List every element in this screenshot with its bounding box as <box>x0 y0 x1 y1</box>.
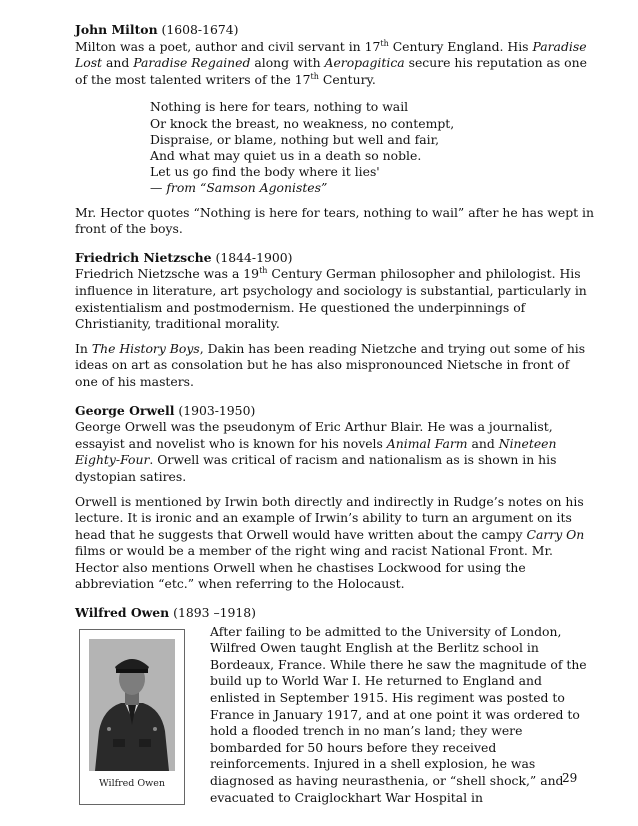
orwell-note <box>75 494 595 594</box>
nietzsche-section <box>75 250 595 391</box>
text-run: . Orwell was critical of racism and nationalism as is shown in his dystopian satires. <box>75 452 557 484</box>
text-run: Nineteen Eighty-Four <box>75 435 557 468</box>
nietzsche-note <box>75 341 595 391</box>
owen-portrait-image <box>89 639 175 771</box>
text-run: Paradise Lost <box>75 38 587 71</box>
text-run: Aeropagitica <box>324 55 405 71</box>
milton-dates: (1608-1674) <box>161 22 239 37</box>
text-run: along with <box>250 55 325 71</box>
nietzsche-heading <box>75 250 595 267</box>
poem-line: Dispraise, or blame, nothing but well and fair, <box>150 131 440 147</box>
orwell-heading <box>75 403 595 420</box>
text-run: and <box>467 435 499 451</box>
owen-bio: After failing to be admitted to the University of London, Wilfred Owen taught English at the Berlitz school in Bordeaux, France. While there he saw the magnitude of the build up to World War I. He returned to England and enlisted in September 1915. His regiment was posted to France in January 1917, and at one point it was ordered to hold a flooded trench in no man’s land; they were bombarded for 50 hours before they received reinforcements. Injured in a shell explosion, he was diagnosed as having neurasthenia, or “shell shock,” and evacuated to Craiglockhart War Hospital in <box>210 623 587 805</box>
page-number: 29 <box>562 771 578 785</box>
milton-poem <box>150 99 595 196</box>
orwell-name: George Orwell <box>75 402 175 418</box>
text-run: Friedrich Nietzsche was a 19 <box>75 266 260 282</box>
text-run: Paradise Regained <box>133 55 251 71</box>
owen-heading <box>75 605 595 622</box>
owen-section <box>75 605 595 824</box>
text-run: secure his reputation as one of the most talented writers of the 17 <box>75 55 587 87</box>
text-run: Century England. His <box>388 38 533 54</box>
milton-note: Mr. Hector quotes “Nothing is here for tears, nothing to wail” after he has wept in front of the boys. <box>75 204 595 237</box>
nietzsche-bio <box>75 266 595 332</box>
milton-heading <box>75 22 595 39</box>
milton-section <box>75 22 595 238</box>
soldier-portrait-icon <box>89 639 175 771</box>
owen-dates: (1893 –1918) <box>173 605 257 621</box>
orwell-bio <box>75 419 595 485</box>
text-run: Century German philosopher and philologist. His influence in literature, art psychology and sociology is substantial, particularly in existentialism and postmodernism. He questioned the underpinnings of Christianity, traditional morality. <box>75 266 587 332</box>
poem-line: Nothing is here for tears, nothing to wail <box>150 99 409 115</box>
text-run: , Dakin has been reading Nietzche and trying out some of his ideas on art as consolation but he has also mispronounced Nietsche in front of one of his masters. <box>75 340 586 389</box>
orwell-section <box>75 403 595 594</box>
text-run: Milton was a poet, author and civil servant in 17 <box>75 38 381 54</box>
text-run: th <box>259 266 268 276</box>
text-run: th <box>380 38 389 48</box>
nietzsche-name: Friedrich Nietzsche <box>75 249 212 265</box>
text-run: George Orwell was the pseudonym of Eric Arthur Blair. He was a journalist, essayist and novelist who is known for his novels <box>75 419 553 451</box>
owen-name: Wilfred Owen <box>75 605 170 621</box>
milton-name: John Milton <box>75 22 158 37</box>
text-run: and <box>102 55 134 71</box>
text-run: th <box>310 71 319 81</box>
text-run: The History Boys <box>91 340 200 356</box>
nietzsche-dates: (1844-1900) <box>215 249 293 265</box>
poem-line: Or knock the breast, no weakness, no contempt, <box>150 115 455 131</box>
milton-bio <box>75 39 595 89</box>
text-run: films or would be a member of the right wing and racist National Front. Mr. Hector also mentions Orwell when he chastises Lockwood for using the abbreviation “etc.” when referring to the Holocaust. <box>75 543 553 592</box>
text-run: Century. <box>318 71 376 87</box>
poem-line: Let us go find the body where it lies' <box>150 164 380 180</box>
orwell-dates: (1903-1950) <box>178 402 256 418</box>
text-run: In <box>75 340 92 356</box>
text-run: Carry On <box>526 526 585 542</box>
poem-line: And what may quiet us in a death so noble. <box>150 147 422 163</box>
document-page <box>75 22 595 824</box>
owen-photo-frame <box>79 629 185 805</box>
text-run: Orwell is mentioned by Irwin both directly and indirectly in Rudge’s notes on his lecture. It is ironic and an example of Irwin’s ability to turn an argument on its head that he suggests that Orwell would have written about the campy <box>75 493 584 542</box>
owen-photo-caption: Wilfred Owen <box>98 777 166 789</box>
poem-source: — from “Samson Agonistes” <box>150 180 328 196</box>
text-run: Animal Farm <box>386 435 468 451</box>
owen-body <box>75 624 595 824</box>
